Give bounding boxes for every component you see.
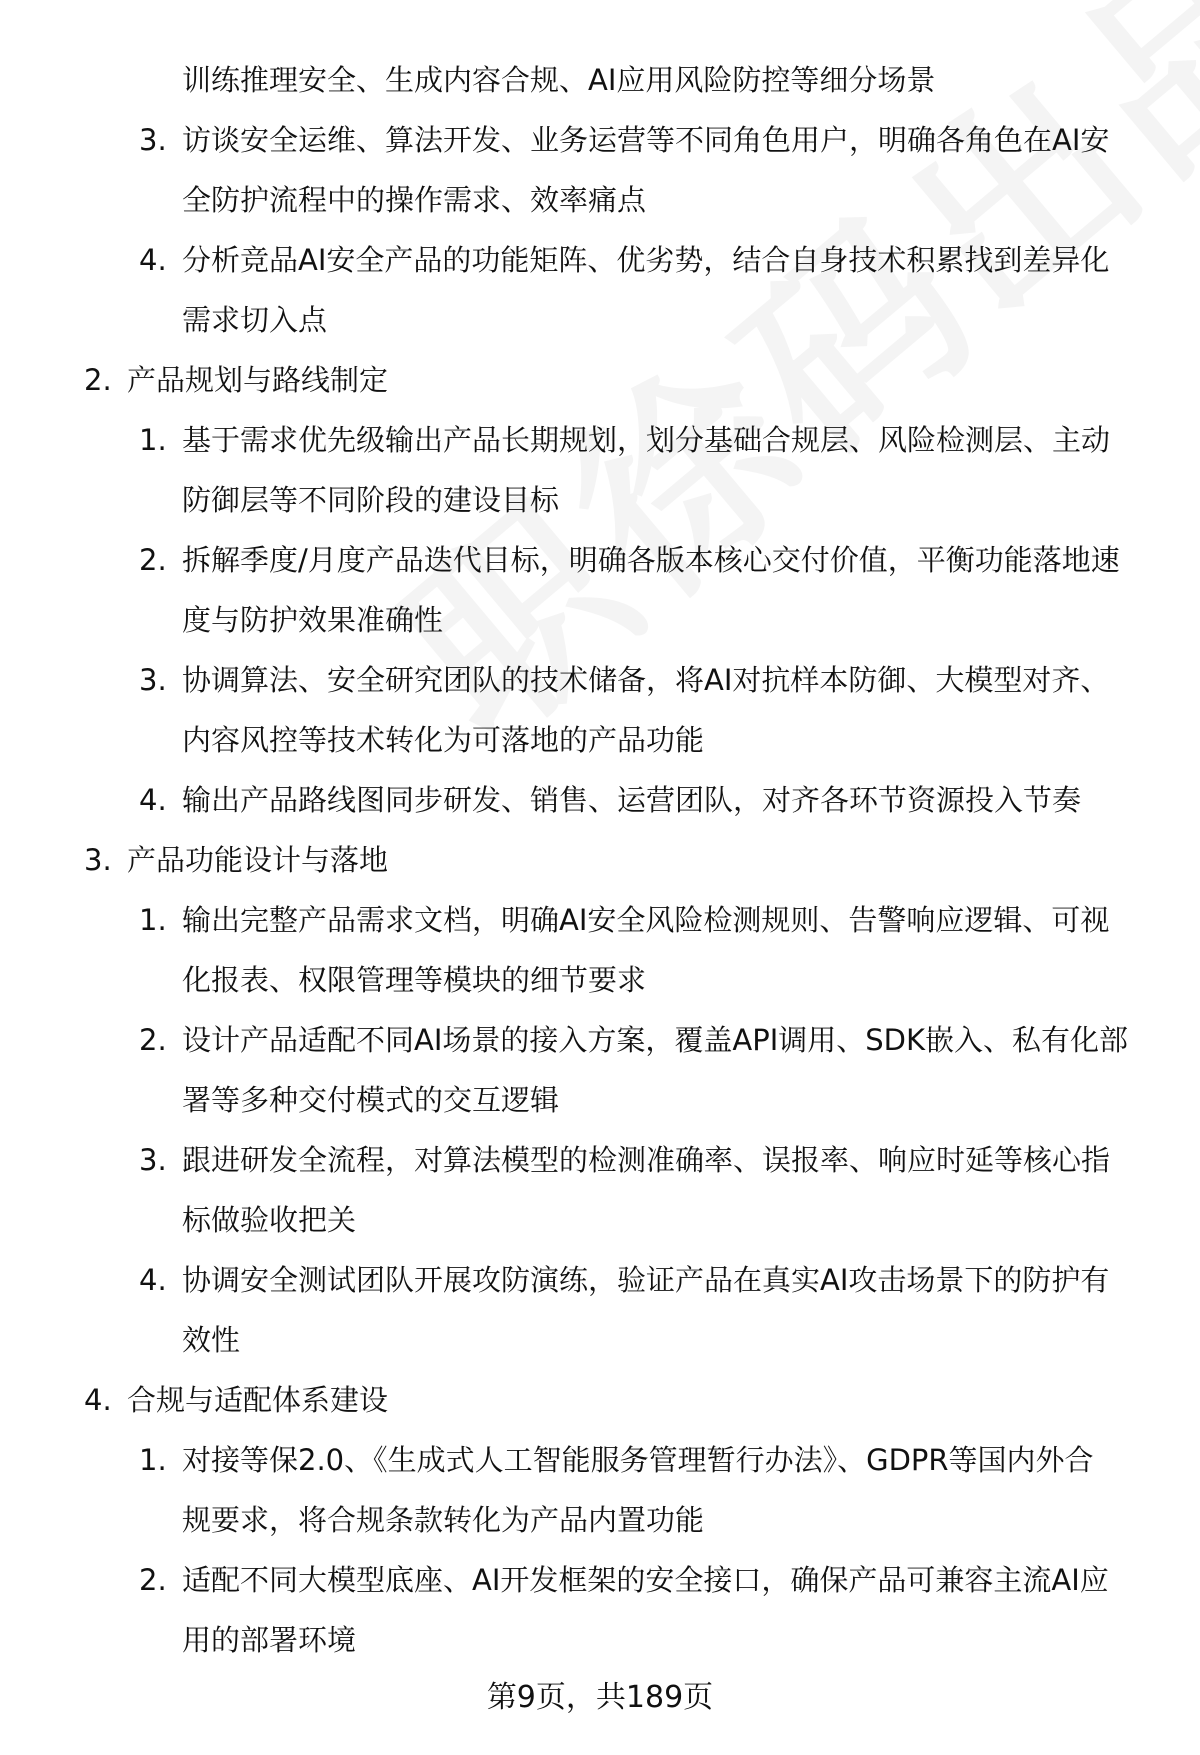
list-text-line: 输出完整产品需求文档，明确AI安全风险检测规则、告警响应逻辑、可视 xyxy=(182,903,1110,937)
list-number: 2. xyxy=(139,1023,167,1057)
list-number: 1. xyxy=(139,903,167,937)
section-title: 产品功能设计与落地 xyxy=(127,843,389,877)
list-text-line: 防御层等不同阶段的建设目标 xyxy=(182,483,560,517)
list-number: 3. xyxy=(139,663,167,697)
list-text-line: 基于需求优先级输出产品长期规划，划分基础合规层、风险检测层、主动 xyxy=(182,423,1111,457)
list-text-line: 对接等保2.0、《生成式人工智能服务管理暂行办法》、GDPR等国内外合 xyxy=(182,1443,1094,1477)
list-item xyxy=(0,1550,1200,1670)
list-text-line: 内容风控等技术转化为可落地的产品功能 xyxy=(182,723,705,757)
section-heading xyxy=(0,350,1200,410)
list-text-line: 访谈安全运维、算法开发、业务运营等不同角色用户，明确各角色在AI安 xyxy=(182,123,1110,157)
list-text-line: 规要求，将合规条款转化为产品内置功能 xyxy=(182,1503,705,1537)
section-title: 合规与适配体系建设 xyxy=(127,1383,389,1417)
list-number: 3. xyxy=(139,1143,167,1177)
list-text-line: 协调算法、安全研究团队的技术储备，将AI对抗样本防御、大模型对齐、 xyxy=(182,663,1110,697)
section-title: 产品规划与路线制定 xyxy=(127,363,389,397)
list-text-line: 效性 xyxy=(182,1323,241,1357)
list-text-line: 跟进研发全流程，对算法模型的检测准确率、误报率、响应时延等核心指 xyxy=(182,1143,1111,1177)
list-item xyxy=(0,770,1200,830)
list-number: 2. xyxy=(139,543,167,577)
list-text-line: 需求切入点 xyxy=(182,303,328,337)
list-item xyxy=(0,1250,1200,1370)
list-item xyxy=(0,1130,1200,1250)
list-text-line: 分析竞品AI安全产品的功能矩阵、优劣势，结合自身技术积累找到差异化 xyxy=(182,243,1110,277)
list-text-line: 输出产品路线图同步研发、销售、运营团队，对齐各环节资源投入节奏 xyxy=(182,783,1082,817)
list-number: 1. xyxy=(139,1443,167,1477)
document-body xyxy=(0,50,1200,1670)
list-text-line: 全防护流程中的操作需求、效率痛点 xyxy=(182,183,647,217)
list-number: 4. xyxy=(139,1263,167,1297)
list-text-line: 协调安全测试团队开展攻防演练，验证产品在真实AI攻击场景下的防护有 xyxy=(182,1263,1110,1297)
list-text-line: 用的部署环境 xyxy=(182,1623,357,1657)
section-number: 3. xyxy=(84,843,112,877)
list-number: 2. xyxy=(139,1563,167,1597)
list-text-line: 标做验收把关 xyxy=(182,1203,357,1237)
list-text-line: 拆解季度/月度产品迭代目标，明确各版本核心交付价值，平衡功能落地速 xyxy=(182,543,1120,577)
list-text-line: 署等多种交付模式的交互逻辑 xyxy=(182,1083,560,1117)
list-text-line: 设计产品适配不同AI场景的接入方案，覆盖API调用、SDK嵌入、私有化部 xyxy=(182,1023,1129,1057)
section-heading xyxy=(0,830,1200,890)
continuation-line: 训练推理安全、生成内容合规、AI应用风险防控等细分场景 xyxy=(182,63,936,97)
list-item xyxy=(0,1430,1200,1550)
list-number: 1. xyxy=(139,423,167,457)
list-item xyxy=(0,230,1200,350)
list-item xyxy=(0,110,1200,230)
section-number: 2. xyxy=(84,363,112,397)
list-number: 4. xyxy=(139,783,167,817)
list-item xyxy=(0,1010,1200,1130)
list-item xyxy=(0,530,1200,650)
list-text-line: 适配不同大模型底座、AI开发框架的安全接口，确保产品可兼容主流AI应 xyxy=(182,1563,1109,1597)
list-item xyxy=(0,650,1200,770)
section-heading xyxy=(0,1370,1200,1430)
list-number: 4. xyxy=(139,243,167,277)
list-item xyxy=(0,890,1200,1010)
page-footer: 第9页，共189页 xyxy=(486,1680,714,1715)
list-item xyxy=(0,410,1200,530)
list-text-line: 化报表、权限管理等模块的细节要求 xyxy=(182,963,647,997)
list-number: 3. xyxy=(139,123,167,157)
section-number: 4. xyxy=(84,1383,112,1417)
list-text-line: 度与防护效果准确性 xyxy=(182,603,444,637)
